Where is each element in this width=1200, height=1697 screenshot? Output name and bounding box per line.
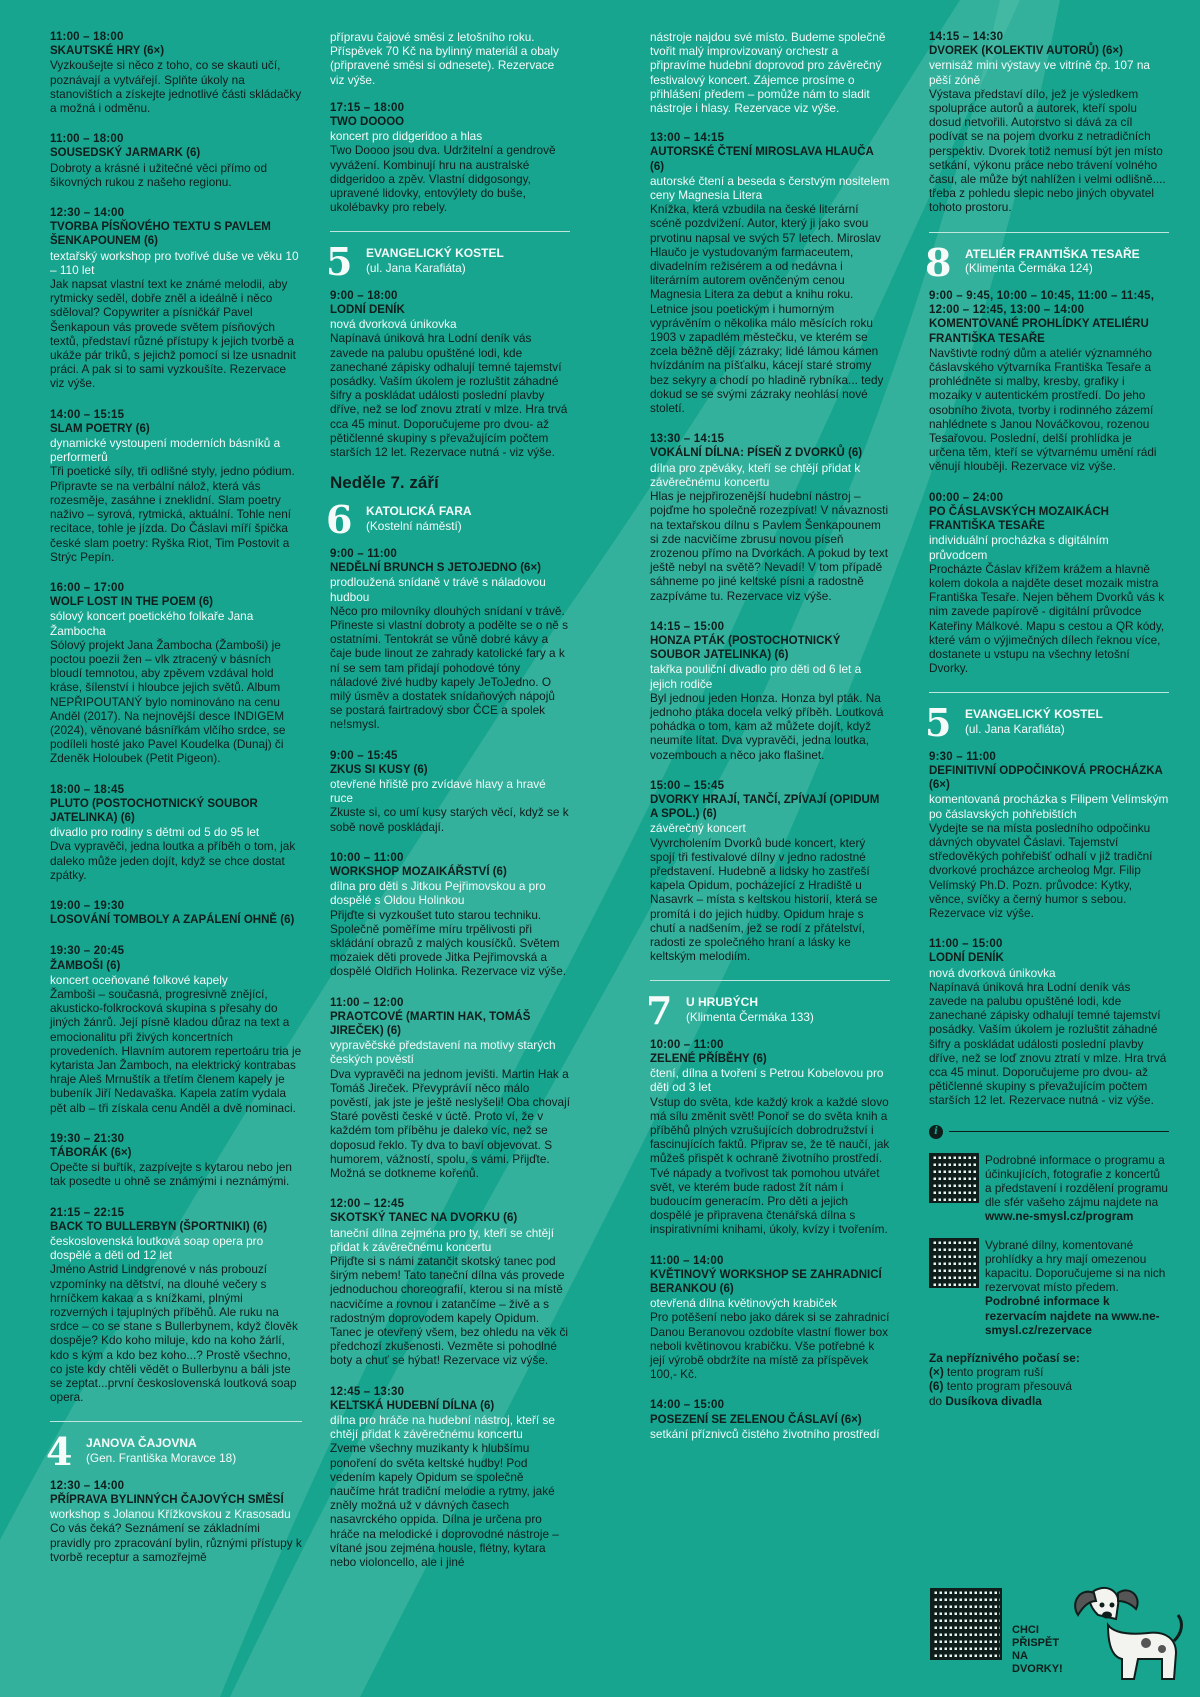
event-title-row xyxy=(50,1146,302,1160)
venue-address: (Kostelní náměstí) xyxy=(366,518,462,533)
event-time: 10:00 – 11:00 xyxy=(330,851,404,864)
program-event xyxy=(650,1398,890,1441)
event-name: LODNÍ DENÍK xyxy=(330,304,405,317)
event-name: POSEZENÍ SE ZELENOU ČÁSLAVÍ xyxy=(650,1413,838,1426)
event-description: Napínavá úniková hra Lodní deník vás zavede na palubu opuštěné lodi, kde zanechané zápisky odhalují temné tajemství posádky. Vaším úkolem je rozluštit záhadné šifry a poskládat události poslední plavby dříve, než se loď znovu ztratí v mlze. Hra trvá cca 45 minut. Doporučujeme pro dvou- až pětičlenné skupiny s převažujícím počtem starších 12 let. Rezervace nutná - viz výše. xyxy=(330,331,568,460)
qr-code-icon[interactable] xyxy=(929,1153,979,1203)
program-link[interactable]: www.ne-smysl.cz/program xyxy=(985,1209,1134,1224)
program-event xyxy=(929,289,1169,474)
event-name: AUTORSKÉ ČTENÍ MIROSLAVA HLAUČA xyxy=(650,146,874,159)
event-description: Sólový projekt Jana Žambocha (Žamboši) je poctou poezii žen – vlk ztracený v básních bloudí temnotou, aby zpěvem vzdával hold kráse, šílenství i hloubce jejich světů. Album NEPŘIPOUTANÝ bylo nominováno na cenu Anděl (2017). Na nejnovější desce INDIGEM (2024), věnované básnířkám vlčího srdce, se podíleli hosté jako Pavel Koudelka (Dunaj) či Zdeněk Holoubek (Petit Pigeon). xyxy=(50,637,286,766)
event-title-row xyxy=(50,1493,302,1507)
event-description: Vydejte se na místa posledního odpočinku dávných obyvatel Čáslavi. Tajemství středověkých pohřebišť odhalí v již tradiční dvorkové procházce archeolog Mgr. Filip Velímský Ph.D. Pozn. průvodce: Kytky, věnce, svíčky a černý humor s sebou. Rezervace viz výše. xyxy=(929,820,1153,920)
event-description: Žamboši – současná, progresivně znějící, akusticko-folkrocková skupina s přesahy do jiných žánrů. Její písně kladou důraz na text a emocionalitu při živých koncertních provedeních. Hlavním autorem repertoáru tria je kytarista Jan Žamboch, na elektrický kontrabas hraje Aleš Mrnuštík a třetím členem kapely je bubeník Jiří Nedavaška. Kapela zatím vydala pět alb – tři získala cenu Anděl a dvě nominaci. xyxy=(50,986,302,1115)
program-event xyxy=(330,1197,570,1367)
event-description: Vyvrcholením Dvorků bude koncert, který spojí tři festivalové dílny v jedno radostné představení. Hudebně a lidsky ho zastřeší kapela Opidum, pocházející z Hradiště u Nasavrk – místa s keltskou historií, která se promítá i do jejich hudby. Opidum hraje s chutí a nadšením, jež se rodí z přátelství, radosti ze společného hraní a lásky ke keltským melodiím. xyxy=(650,835,878,964)
event-description: Knížka, která vzbudila na české literární scéně pozdvižení. Autor, který ji jako svou prvotinu napsal ve svých 57 letech. Miroslav Hlaučo je vystudovaným farmaceutem, divadelním režisérem a od nedávna i literárním autorem ověnčeným cenou Magnesia Litera za debut a knihu roku. Letnice jsou poetickým i humorným vyprávěním o několika málo měsících roku 1903 v zapadlém městečku, ve kterém se zcela běžně dějí zázraky; lidé lámou kámen hvízdáním na píšťalku, kácejí staré stromy bez sekyry a chodí po hladině rybníka... tedy dokud se se svými zázraky neohlásí nové století. xyxy=(650,202,884,416)
event-name: VOKÁLNÍ DÍLNA: PÍSEŇ Z DVORKŮ xyxy=(650,447,845,460)
event-time: 14:15 – 15:00 xyxy=(650,620,725,633)
event-subtitle: vernisáž mini výstavy ve vitríně čp. 107 na pěší zóně xyxy=(929,58,1150,87)
event-title-row xyxy=(50,913,302,927)
event-description: Hlas je nejpřirozenější hudební nástroj – pojďme ho společně rozezpívat! V návaznosti na textařskou dílnu s Pavlem Šenkapounem si zde nacvičíme zbrusu novou píseň zrozenou přímo na Dvorkách. A pokud by text ještě nebyl na světě? Nevadí! V tom případě sáhneme po jiné keltské písni a radostně zazpíváme tu. Rezervace viz výše. xyxy=(650,489,889,603)
info-program-text: Podrobné informace o programu a účinkujících, fotografie z koncertů a představení i rozdělení programu dle sfér vašeho zájmu najdete na xyxy=(985,1152,1168,1210)
event-title-row xyxy=(330,763,570,777)
program-event xyxy=(650,1254,890,1382)
event-weather-tag: (6×) xyxy=(110,1147,132,1160)
event-name: NEDĚLNÍ BRUNCH S JETOJEDNO xyxy=(330,562,518,575)
event-time: 18:00 – 18:45 xyxy=(50,783,125,796)
event-time: 17:15 – 18:00 xyxy=(330,101,405,114)
event-name: HONZA PTÁK (POSTOCHOTNICKÝ SOUBOR JATELINKA) xyxy=(650,634,841,662)
weather-title: Za nepříznivého počasí se: xyxy=(929,1351,1080,1366)
venue-header xyxy=(326,239,570,285)
event-description: Jméno Astrid Lindgrenové v nás probouzí vzpomínky na dětství, na dlouhé večery s hrníčkem kakaa a s knížkami, plnými rozverných i tajuplných příběhů. Ale ruku na srdce – co se stane s Bullerbynem, když člověk dospěje? Kdo koho miluje, kdo na koho žárlí, kdo s kým a kdo bez koho...? Prostě všechno, co jste kdy chtěli vědět o Bullerbynu a báli jste se zeptat...první československá loutková soap opera. xyxy=(50,1262,298,1405)
event-time: 19:30 – 20:45 xyxy=(50,945,125,958)
event-subtitle: taneční dílna zejména pro ty, kteří se chtějí přidat k závěrečnému koncertu xyxy=(330,1225,555,1254)
event-description: Pro potěšení nebo jako dárek si se zahradnicí Danou Beranovou ozdobíte vlastní flower box neboli květinovou krabičku. Vše potřebné k její výrobě obdržíte na místě za příspěvek 100,- Kč. xyxy=(650,1310,890,1382)
event-subtitle: prodloužená snídaně v trávě s náladovou hudbou xyxy=(330,575,546,604)
event-name: LODNÍ DENÍK xyxy=(929,952,1004,965)
event-time: 11:00 – 14:00 xyxy=(650,1254,724,1267)
weather-cancel-text: tento program ruší xyxy=(947,1365,1044,1380)
event-name: BACK TO BULLERBYN (ŠPORTNIKI) xyxy=(50,1220,250,1233)
event-weather-tag: (6) xyxy=(719,1283,734,1296)
event-name: DVORKY HRAJÍ, TANČÍ, ZPÍVAJÍ (OPIDUM A SPOL.) xyxy=(650,793,880,821)
event-time: 11:00 – 18:00 xyxy=(50,133,124,146)
event-description: Vstup do světa, kde každý krok a každé slovo má sílu změnit svět! Ponoř se do světa knih a příběhů plných vzrušujících dobrodružství i fascinujících faktů. Připrav se, že tě naučí, jak můžeš přispět k ochraně životního prostředí. Tvé nápady a tvořivost tak pomohou utvářet svět, ve kterém bude radost žít nám i budoucím generacím. Pro děti a jejich dospělé je připravena čtenářská dílna s inspirativními knihami, úkoly, kvízy i tvořením. xyxy=(650,1094,890,1237)
event-description: Procházte Čáslav křížem krážem a hlavně kolem dokola a najděte deset mozaik mistra Františka Tesaře. Nejen během Dvorků vás k nim zavede papírově - digitální průvodce Kateřiny Málkové. Mapu s cestou a QR kódy, které vám o výjimečných dílech řeknou více, dostanete u vstupu na všechny letošní Dvorky. xyxy=(929,561,1165,676)
event-subtitle: závěrečný koncert xyxy=(650,821,746,836)
venue-header xyxy=(925,700,1169,746)
venue-number: 6 xyxy=(326,497,353,543)
event-name: SLAM POETRY xyxy=(50,422,133,435)
event-time: 19:30 – 21:30 xyxy=(50,1132,125,1145)
column-4 xyxy=(925,30,1169,1408)
event-name: ZELENÉ PŘÍBĚHY xyxy=(650,1053,750,1065)
cancel-symbol: (×) xyxy=(929,1365,944,1380)
program-event xyxy=(650,432,890,602)
program-event xyxy=(50,1479,302,1564)
event-weather-tag: (6) xyxy=(503,1212,518,1225)
program-event xyxy=(650,131,890,415)
event-description: Dva vypravěči, jedna loutka a příběh o tom, jak daleko může jeden dojít, když se chce dostat zpátky. xyxy=(50,839,296,882)
donate-cta[interactable]: CHCI PŘISPĚT NA DVORKY! xyxy=(1012,1624,1063,1675)
event-weather-tag: (6×) xyxy=(520,562,541,575)
divider xyxy=(50,1421,302,1422)
venue-name: ATELIÉR FRANTIŠKA TESAŘE xyxy=(965,246,1140,261)
event-subtitle: otevřená dílna květinových krabiček xyxy=(650,1296,837,1311)
venue-name: EVANGELICKÝ KOSTEL xyxy=(366,246,504,261)
event-description: Přijďte si s námi zatančit skotský tanec pod širým nebem! Tato taneční dílna vás provede jednoduchou choreografií, kterou si na místě nacvičíme a rovnou i zatančíme – živě a s radostným doprovodem kapely Opidum. Tanec je otevřený všem, bez ohledu na věk či předchozí zkušenosti. Vezměte si pohodlné boty a chuť se hýbat! Rezervace viz výše. xyxy=(330,1254,569,1368)
event-weather-tag: (6) xyxy=(280,914,295,927)
program-event xyxy=(50,1132,302,1189)
event-subtitle: dynamické vystoupení moderních básníků a performerů xyxy=(50,436,281,465)
event-weather-tag: (6) xyxy=(135,422,150,435)
event-time: 21:15 – 22:15 xyxy=(50,1206,125,1219)
event-title-row xyxy=(650,1268,890,1296)
venue-header xyxy=(646,988,890,1034)
reservation-link[interactable]: Podrobné informace k rezervacím najdete na www.ne-smysl.cz/rezervace xyxy=(985,1294,1160,1337)
event-title-row xyxy=(929,317,1169,345)
event-weather-tag: (6×) xyxy=(840,1413,862,1426)
lead-description: přípravu čajové směsi z letošního roku. Příspěvek 70 Kč na bylinný materiál a obaly (připravené směsi si odnesete). Rezervace viz výše. xyxy=(330,30,559,87)
event-title-row xyxy=(650,446,890,460)
event-time: 14:00 – 15:15 xyxy=(50,408,125,421)
venue-address: (ul. Jana Karafiáta) xyxy=(366,260,466,275)
event-title-row xyxy=(50,146,302,160)
program-event xyxy=(650,620,890,762)
program-event xyxy=(929,491,1169,676)
event-name: WOLF LOST IN THE POEM xyxy=(50,596,196,609)
event-title-row xyxy=(50,797,302,825)
venue-number: 7 xyxy=(646,988,673,1034)
program-event xyxy=(50,132,302,189)
program-event xyxy=(50,30,302,115)
venue-header xyxy=(925,239,1169,285)
event-weather-tag: (6) xyxy=(120,811,135,824)
event-description: Opečte si buřtík, zazpívejte s kytarou nebo jen tak posedte u ohně se známými i neznámými. xyxy=(50,1160,292,1189)
event-title-row xyxy=(50,44,302,58)
event-title-row xyxy=(50,595,302,609)
event-time: 15:00 – 15:45 xyxy=(650,779,725,792)
event-subtitle: otevřené hřiště pro zvídavé hlavy a hravé ruce xyxy=(330,776,546,806)
event-title-row xyxy=(330,561,570,575)
venue-name: KATOLICKÁ FARA xyxy=(366,504,472,519)
event-time: 00:00 – 24:00 xyxy=(929,491,1004,504)
program-event xyxy=(330,547,570,732)
program-event xyxy=(50,783,302,882)
event-time: 9:30 – 11:00 xyxy=(929,750,996,763)
event-subtitle: dílna pro hráče na hudební nástroj, kteří se chtějí přidat k závěrečnému koncertu xyxy=(330,1413,555,1442)
event-description: Zveme všechny muzikanty k hlubšímu ponoření do světa keltské hudby! Pod vedením kapely Opidum se společně naučíme hrát tradiční melodie a rytmy, jaké zněly možná už v dávných časech nasavrckého oppida. Dílna je určena pro hráče na melodické i doprovodné nástroje – vítané jsou zejména housle, flétny, kytara nebo violoncello, ale i jiné xyxy=(330,1441,559,1570)
event-title-row xyxy=(330,1010,570,1038)
event-name: DEFINITIVNÍ ODPOČINKOVÁ PROCHÁZKA xyxy=(929,764,1163,777)
program-event xyxy=(650,1038,890,1237)
event-subtitle: koncert pro didgeridoo a hlas xyxy=(330,129,483,144)
event-weather-tag: (6) xyxy=(106,959,121,972)
weather-notice xyxy=(929,1351,1169,1408)
venue-address: (Klimenta Čermáka 133) xyxy=(686,1009,814,1024)
event-title-row xyxy=(330,303,570,317)
event-subtitle: vypravěčské představení na motivy starých českých pověstí xyxy=(330,1038,556,1067)
divider xyxy=(330,231,570,232)
event-title-row xyxy=(650,1052,890,1066)
divider xyxy=(650,980,890,981)
event-weather-tag: (6) xyxy=(198,596,213,609)
event-name: TWO DOOOO xyxy=(330,116,405,129)
event-weather-tag: (6) xyxy=(774,649,789,662)
event-title-row xyxy=(929,44,1169,58)
event-name: PŘÍPRAVA BYLINNÝCH ČAJOVÝCH SMĚSÍ xyxy=(50,1494,284,1507)
event-name: DVOREK (KOLEKTIV AUTORŮ) xyxy=(929,45,1099,58)
event-subtitle: textařský workshop pro tvořivé duše ve věku 10 – 110 let xyxy=(50,248,299,277)
event-time: 12:45 – 13:30 xyxy=(330,1385,405,1398)
info-reservation xyxy=(929,1238,1169,1337)
event-title-row xyxy=(50,959,302,973)
event-time: 11:00 – 12:00 xyxy=(330,996,404,1009)
event-weather-tag: (6) xyxy=(702,808,717,821)
event-weather-tag: (6×) xyxy=(929,779,950,792)
event-time: 11:00 – 18:00 xyxy=(50,31,124,43)
event-title-row xyxy=(650,634,890,662)
program-event xyxy=(330,996,570,1181)
event-title-row xyxy=(330,865,570,879)
program-event xyxy=(929,750,1169,920)
event-name: KOMENTOVANÉ PROHLÍDKY ATELIÉRU FRANTIŠKA TESAŘE xyxy=(929,318,1149,345)
event-name: ŽAMBOŠI xyxy=(50,959,104,972)
divider xyxy=(929,692,1169,693)
event-weather-tag: (6) xyxy=(492,865,507,878)
event-weather-tag: (6) xyxy=(186,147,201,160)
donate-qr-code-icon[interactable] xyxy=(930,1588,1002,1660)
event-name: PLUTO (POSTOCHOTNICKÝ SOUBOR JATELINKA) xyxy=(50,797,258,824)
event-description: Byl jednou jeden Honza. Honza byl pták. Na jednoho ptáka docela velký příběh. Loutková pohádka o tom, kam až můžete dojít, když neumíte lítat. Dva vypravěči, jedna loutka, vozembouch a něco jako flašinet. xyxy=(650,690,884,762)
event-time: 9:00 – 18:00 xyxy=(330,289,398,302)
event-title-row xyxy=(330,1399,570,1413)
event-subtitle: sólový koncert poetického folkaře Jana Žambocha xyxy=(50,609,254,638)
event-time: 19:00 – 19:30 xyxy=(50,899,125,912)
venue-address: (Klimenta Čermáka 124) xyxy=(965,260,1093,275)
program-event xyxy=(50,1206,302,1405)
event-time: 11:00 – 15:00 xyxy=(929,938,1003,951)
event-subtitle: koncert oceňované folkové kapely xyxy=(50,972,228,987)
weather-venue-prefix: do xyxy=(929,1393,943,1408)
event-title-row xyxy=(650,793,890,821)
program-event xyxy=(330,749,570,834)
event-time: 13:30 – 14:15 xyxy=(650,433,725,446)
event-title-row xyxy=(50,1220,302,1234)
info-reservation-text: Vybrané dílny, komentované prohlídky a hry mají omezenou kapacitu. Doporučujeme si na nich rezervovat místo předem. xyxy=(985,1237,1166,1295)
event-name: KVĚTINOVÝ WORKSHOP SE ZAHRADNICÍ BERANKOU xyxy=(650,1268,882,1296)
event-title-row xyxy=(650,145,890,173)
event-subtitle: komentovaná procházka s Filipem Velímským po čáslavských pohřebištích xyxy=(929,792,1169,821)
event-subtitle: československá loutková soap opera pro dospělé a děti od 12 let xyxy=(50,1234,264,1263)
event-time: 9:00 – 11:00 xyxy=(330,547,397,560)
event-description: Dobroty a krásné i užitečné věci přímo od šikovných rukou z našeho regionu. xyxy=(50,160,268,189)
venue-header xyxy=(326,497,570,543)
event-time: 14:00 – 15:00 xyxy=(650,1399,725,1412)
event-weather-tag: (6) xyxy=(848,447,863,460)
program-event xyxy=(50,899,302,927)
event-weather-tag: (6) xyxy=(650,160,665,173)
divider xyxy=(929,232,1169,233)
event-time: 9:00 – 9:45, 10:00 – 10:45, 11:00 – 11:45, 12:00 – 12:45, 13:00 – 14:00 xyxy=(929,290,1155,317)
event-description: Výstava představí dílo, jež je výsledkem spolupráce autorů a autorek, kteří spolu dosud netvořili. Autorstvo si dává za cíl podívat se na pojem dvorku z netradičních perspektiv. Dvorek totiž nemusí být jen místo setkání, výkonu práce nebo trávení volného času, ale může být nahlížen i velmi odlišně.... třeba z pohledu slepic nebo jiných obyvatel tohoto prostoru. xyxy=(929,86,1166,215)
event-title-row xyxy=(50,422,302,436)
event-name: PO ČÁSLAVSKÝCH MOZAIKÁCH FRANTIŠKA TESAŘE xyxy=(929,505,1109,533)
venue-number: 5 xyxy=(925,700,952,746)
event-description: Napínavá úniková hra Lodní deník vás zavede na palubu opuštěné lodi, kde zanechané zápisky odhalují temné tajemství posádky. Vaším úkolem je rozluštit záhadné šifry a poskládat události poslední plavby dříve, než se loď znovu ztratí v mlze. Hra trvá cca 45 minut. Doporučujeme pro dvou- až pětičlenné skupiny s převažujícím počtem starších 12 let. Rezervace nutná - viz výše. xyxy=(929,979,1167,1108)
event-name: PRAOTCOVÉ (MARTIN HAK, TOMÁŠ JIREČEK) xyxy=(330,1010,531,1037)
event-title-row xyxy=(929,764,1169,792)
column-1 xyxy=(46,30,302,1581)
venue-number: 5 xyxy=(326,239,353,285)
event-name: KELTSKÁ HUDEBNÍ DÍLNA xyxy=(330,1399,477,1412)
program-event xyxy=(650,779,890,964)
dog-mascot-icon xyxy=(1058,1575,1188,1685)
event-description: Přijďte si vyzkoušet tuto starou techniku. Společně poměříme míru trpělivosti při skládání obrazů z malých kousíčků. Světem mozaiek děti provede Jitka Pejřimovská a dospělé Oldřich Holinka. Rezervace viz výše. xyxy=(330,907,567,979)
event-description: Tři poetické síly, tři odlišné styly, jedno pódium. Připravte se na verbální nálož, která vás rozesměje, zasáhne i zneklidní. Slam poetry naživo – syrová, rytmická, aktuální. Tohle není recitace, tohle je jízda. Do Čáslavi míří špička české slam poetry: Ryška Riot, Tim Postovit a Strýc Pepín. xyxy=(50,464,295,564)
event-subtitle: setkání příznivců čistého životního prostředí xyxy=(650,1426,880,1441)
event-title-row xyxy=(330,1211,570,1225)
event-weather-tag: (6) xyxy=(480,1399,495,1412)
event-time: 9:00 – 15:45 xyxy=(330,749,398,762)
event-subtitle: workshop s Jolanou Křížkovskou z Krasosadu xyxy=(50,1507,291,1522)
event-subtitle: individuální procházka s digitálním průvodcem xyxy=(929,533,1109,562)
day-heading: Neděle 7. září xyxy=(330,473,439,493)
program-event xyxy=(50,408,302,564)
event-subtitle: dílna pro děti s Jitkou Pejřimovskou a pro dospělé s Oldou Holinkou xyxy=(330,879,546,908)
event-subtitle: nová dvorková únikovka xyxy=(929,965,1056,980)
event-time: 12:00 – 12:45 xyxy=(330,1198,405,1211)
program-event xyxy=(929,937,1169,1107)
event-name: TÁBORÁK xyxy=(50,1147,108,1160)
lead-description: nástroje najdou své místo. Budeme společně tvořit malý improvizovaný orchestr a připravíme hudební doprovod pro závěrečný festivalový koncert. Zájemce prosíme o přihlášení předem – pomůže nám to sladit nástroje i hlasy. Rezervace viz výše. xyxy=(650,30,886,116)
event-subtitle: takřka pouliční divadlo pro děti od 6 let a jejich rodiče xyxy=(650,662,862,691)
venue-name: U HRUBÝCH xyxy=(686,995,758,1010)
column-2 xyxy=(326,30,570,1586)
event-description: Vyzkoušejte si něco z toho, co se skauti učí, poznávají a vytvářejí. Splňte úkoly na stanovištích a získejte jednotlivé části skládačky a možná i odměnu. xyxy=(50,58,302,116)
qr-code-icon[interactable] xyxy=(929,1238,979,1288)
program-event xyxy=(330,289,570,459)
program-event xyxy=(50,206,302,391)
venue-address: (Gen. Františka Moravce 18) xyxy=(86,1450,237,1465)
event-time: 12:30 – 14:00 xyxy=(50,1479,125,1492)
event-time: 13:00 – 14:15 xyxy=(650,132,725,145)
column-3 xyxy=(646,30,890,1458)
program-event xyxy=(330,1385,570,1570)
event-time: 16:00 – 17:00 xyxy=(50,581,125,594)
event-time: 12:30 – 14:00 xyxy=(50,207,125,220)
program-event xyxy=(50,944,302,1114)
venue-name: JANOVA ČAJOVNA xyxy=(86,1436,197,1451)
venue-address: (ul. Jana Karafiáta) xyxy=(965,721,1065,736)
venue-header xyxy=(46,1429,302,1475)
event-description: Two Doooo jsou dva. Udržitelní a gendrově vyvážení. Kombinují hru na australské didgeridoo a zpěv. Vlastní didgosongy, upravené lidovky, entovýlety do buše, ukolébavky pro rebely. xyxy=(330,143,556,215)
event-name: ZKUS SI KUSY xyxy=(330,763,411,776)
weather-venue: Dusíkova divadla xyxy=(945,1393,1042,1408)
event-subtitle: čtení, dílna a tvoření s Petrou Kobelovou pro děti od 3 let xyxy=(650,1066,884,1095)
event-description: Dva vypravěči na jednom jevišti. Martin Hak a Tomáš Jireček. Převyprávíí něco málo pověstí, jak jste je ještě neslyšeli! Oba chovají Staré pověsti české v úctě. Proto ví, že v každém tom příběhu je daleko víc, než se doposud řeklo. Ty dva to baví objevovat. S humorem, vážností, spolu, s vámi. Přijďte. Možná se dotkneme kořenů. xyxy=(330,1066,570,1181)
event-title-row xyxy=(929,505,1169,533)
info-divider xyxy=(949,1131,1169,1132)
venue-name: EVANGELICKÝ KOSTEL xyxy=(965,707,1103,722)
event-title-row xyxy=(330,115,570,129)
weather-move-text: tento program přesouvá xyxy=(946,1379,1072,1394)
event-time: 10:00 – 11:00 xyxy=(650,1038,724,1051)
event-name: WORKSHOP MOZAIKÁŘSTVÍ xyxy=(330,865,490,878)
program-event xyxy=(50,581,302,766)
event-name: SKAUTSKÉ HRY xyxy=(50,45,141,58)
info-icon: i xyxy=(929,1125,943,1139)
event-description: Co vás čeká? Seznámení se základními pravidly pro zpracování bylin, různými přístupy k tvorbě receptur a samozřejmě xyxy=(50,1521,302,1564)
event-name: SOUSEDSKÝ JARMARK xyxy=(50,147,183,160)
event-weather-tag: (6×) xyxy=(1102,45,1123,58)
program-event xyxy=(330,851,570,979)
event-subtitle: divadlo pro rodiny s dětmi od 5 do 95 let xyxy=(50,825,260,840)
event-subtitle: dílna pro zpěváky, kteří se chtějí přidat k závěrečnému koncertu xyxy=(650,460,861,489)
event-weather-tag: (6) xyxy=(252,1220,268,1233)
event-title-row xyxy=(929,951,1169,965)
event-weather-tag: (6) xyxy=(752,1053,767,1065)
venue-number: 8 xyxy=(925,239,952,285)
event-name: LOSOVÁNÍ TOMBOLY A ZAPÁLENÍ OHNĚ xyxy=(50,914,278,927)
event-name: SKOTSKÝ TANEC NA DVORKU xyxy=(330,1212,500,1225)
program-event xyxy=(929,30,1169,215)
event-title-row xyxy=(50,220,302,248)
event-time: 14:15 – 14:30 xyxy=(929,31,1004,43)
event-name: TVORBA PÍSŇOVÉHO TEXTU S PAVLEM ŠENKAPOUNEM xyxy=(50,221,271,248)
event-description: Něco pro milovníky dlouhých snídaní v trávě. Přineste si vlastní dobroty a podělte se o ně s ostatními. Tentokrát se vůně dobré kávy a čaje bude linout ze zahrady katolické fary a k ní se sem tam přidají pohodové tóny náladové živé hudby kapely JeToJedno. O milý úsměv a dostatek snídaňových nápojů se postará fairtradový sbor ČCE a spolek ne!smysl. xyxy=(330,603,569,732)
event-title-row xyxy=(650,1413,890,1427)
event-description: Zkuste si, co umí kusy starých věcí, když se k sobě nově poskládají. xyxy=(330,805,569,834)
event-weather-tag: (6) xyxy=(413,763,428,776)
event-description: Navštivte rodný dům a ateliér významného čáslavského výtvarníka Františka Tesaře a prohlédněte si malby, kresby, grafiky i mozaiky v autentickém prostředí. Do jeho osobního života, tvorby i rodinného zázemí nahlédnete s Janou Nováčkovou, rozenou Tesařovou. Poslední, delší prohlídka je určena těm, kteří se výtvarnému umění rádi věnují hlouběji. Rezervace viz výše. xyxy=(929,345,1157,474)
program-event xyxy=(330,101,570,215)
move-symbol: (6) xyxy=(929,1379,944,1394)
event-subtitle: nová dvorková únikovka xyxy=(330,317,457,332)
event-weather-tag: (6) xyxy=(386,1024,401,1037)
event-subtitle: autorské čtení a beseda s čerstvým nositelem ceny Magnesia Litera xyxy=(650,173,890,203)
info-program xyxy=(929,1153,1169,1224)
venue-number: 4 xyxy=(46,1429,73,1475)
info-section-header xyxy=(929,1125,1169,1139)
event-description: Jak napsat vlastní text ke známé melodii, aby rytmicky seděl, dobře zněl a ideálně i něco sděloval? Copywriter a písničkář Pavel Šenkapoun vás provede světem písňových textů, představí různé přístupy k jejich tvorbě a ukáže pár triků, s jejichž pomocí si lze usnadnit práci. A pak si to sami vyzkoušíte. Rezervace viz výše. xyxy=(50,277,296,391)
event-weather-tag: (6×) xyxy=(143,45,165,58)
event-weather-tag: (6) xyxy=(143,235,158,248)
